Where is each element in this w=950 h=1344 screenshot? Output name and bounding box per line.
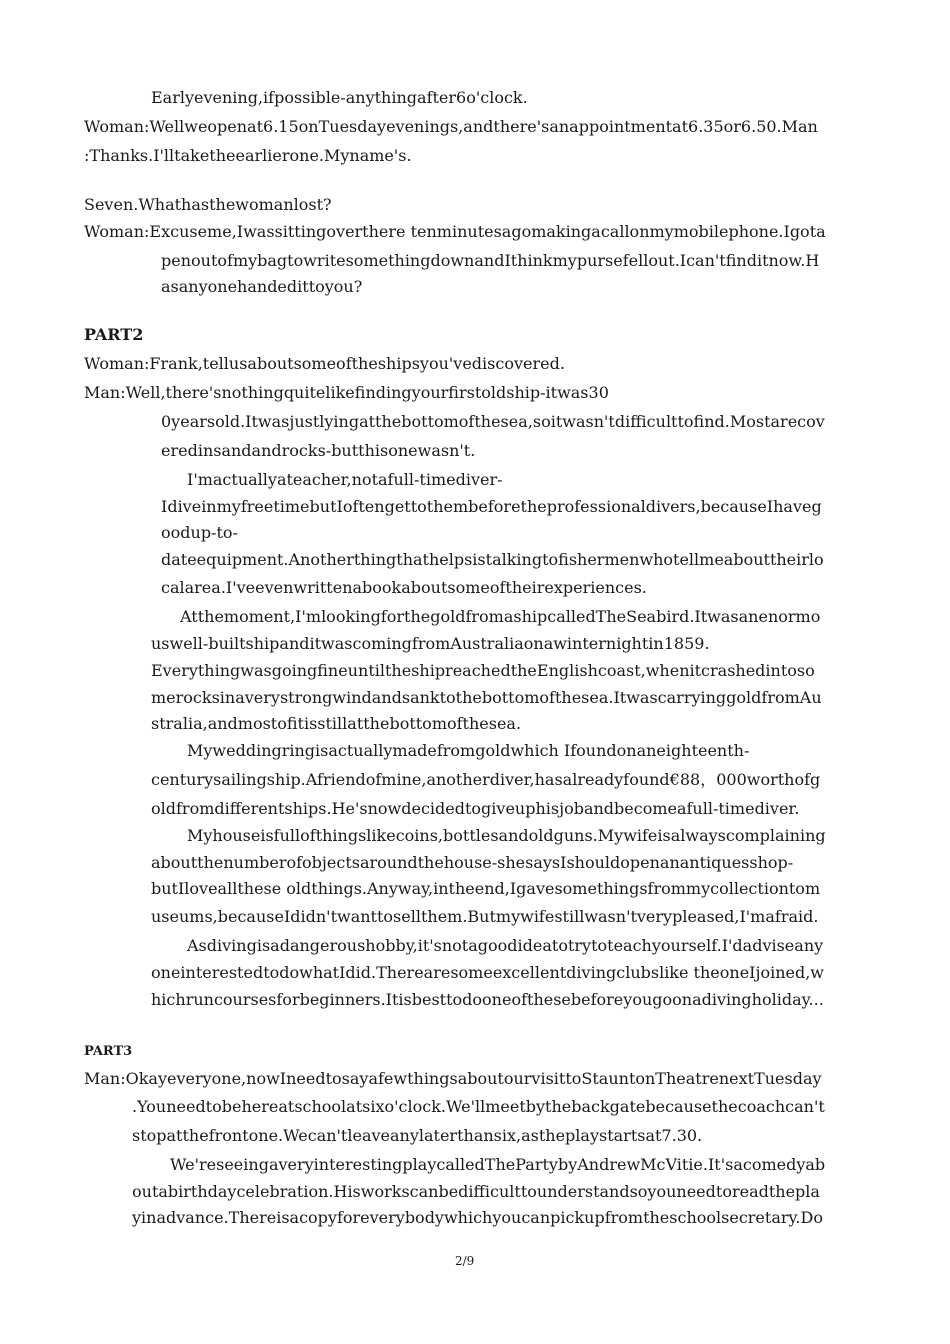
text-line: Woman:Excuseme,Iwassittingoverthere tenminutesagomakingacallonmymobilephone.Igota xyxy=(84,222,826,241)
text-line: Asdivingisadangeroushobby,it'snotagoodideatotrytoteachyourself.I'dadviseany xyxy=(187,936,824,955)
text-line: centurysailingship.Afriendofmine,anotherdiver,hasalreadyfound€88，000worthofg xyxy=(151,770,821,789)
text-line: Woman:Wellweopenat6.15onTuesdayevenings,andthere'sanappointmentat6.35or6.50.Man xyxy=(84,117,818,136)
text-line: Myhouseisfullofthingslikecoins,bottlesandoldguns.Mywifeisalwayscomplaining xyxy=(187,826,826,845)
text-line: oldfromdifferentships.He'snowdecidedtogiveuphisjobandbecomeafull-timediver. xyxy=(151,799,800,818)
text-line: butIloveallthese oldthings.Anyway,intheend,Igavesomethingsfrommycollectiontom xyxy=(151,879,821,898)
text-line: dateequipment.Anotherthingthathelpsistalkingtofishermenwhotellmeabouttheirlo xyxy=(161,550,824,569)
text-line: EverythingwasgoingfineuntiltheshipreachedtheEnglishcoast,whenitcrashedintoso xyxy=(151,661,815,680)
text-line: oodup-to- xyxy=(161,523,238,542)
text-line: uswell-builtshipanditwascomingfromAustraliaonawinternightin1859. xyxy=(151,634,710,653)
text-line: We'reseeingaveryinterestingplaycalledThePartybyAndrewMcVitie.It'sacomedyab xyxy=(170,1155,826,1174)
question-heading: Seven.Whathasthewomanlost? xyxy=(84,195,332,214)
text-line: penoutofmybagtowritesomethingdownandIthinkmypursefellout.Ican'tfinditnow.H xyxy=(161,251,820,270)
text-line: hichruncoursesforbeginners.Itisbesttodooneofthesebeforeyougoonadivingholiday... xyxy=(151,990,824,1009)
text-line: calarea.I'veevenwrittenabookaboutsomeoftheirexperiences. xyxy=(161,578,647,597)
text-line: yinadvance.Thereisacopyforeverybodywhichyoucanpickupfromtheschoolsecretary.Do xyxy=(132,1208,823,1227)
text-line: I'mactuallyateacher,notafull-timediver- xyxy=(187,470,503,489)
text-line: Atthemoment,I'mlookingforthegoldfromashipcalledTheSeabird.Itwasanenormo xyxy=(180,607,821,626)
text-line: .Youneedtobehereatschoolatsixo'clock.We'llmeetbythebackgatebecausethecoachcan't xyxy=(132,1097,825,1116)
text-line: outabirthdaycelebration.Hisworkscanbedifficulttounderstandsoyouneedtoreadthepla xyxy=(132,1182,820,1201)
text-line: aboutthenumberofobjectsaroundthehouse-shesaysIshouldopenanantiquesshop- xyxy=(151,853,794,872)
text-line: IdiveinmyfreetimebutIoftengettothembeforetheprofessionaldivers,becauseIhaveg xyxy=(161,497,822,516)
text-line: eredinsandandrocks-butthisonewasn't. xyxy=(161,441,476,460)
text-line: :Thanks.I'lltaketheearlierone.Myname's. xyxy=(84,146,412,165)
page-number: 2/9 xyxy=(455,1254,475,1268)
section-heading-part3: PART3 xyxy=(84,1044,133,1059)
text-line: stralia,andmostofitisstillatthebottomofthesea. xyxy=(151,714,522,733)
text-line: useums,becauseIdidn'twanttosellthem.Butmywifestillwasn'tverypleased,I'mafraid. xyxy=(151,907,819,926)
text-line: 0yearsold.Itwasjustlyingatthebottomofthesea,soitwasn'tdifficulttofind.Mostarecov xyxy=(161,412,825,431)
text-line: stopatthefrontone.Wecan'tleaveanylaterthansix,astheplaystartsat7.30. xyxy=(132,1126,703,1145)
section-heading-part2: PART2 xyxy=(84,325,144,344)
text-line: Myweddingringisactuallymadefromgoldwhich Ifoundonaneighteenth- xyxy=(187,741,750,760)
text-line: Man:Okayeveryone,nowIneedtosayafewthingsaboutourvisittoStauntonTheatrenextTuesday xyxy=(84,1069,822,1088)
text-line: Woman:Frank,tellusaboutsomeoftheshipsyou'vediscovered. xyxy=(84,354,565,373)
text-line: asanyonehandedittoyou? xyxy=(161,277,363,296)
text-line: oneinterestedtodowhatIdid.Therearesomeexcellentdivingclubslike theoneIjoined,w xyxy=(151,963,824,982)
text-line: merocksinaverystrongwindandsanktothebottomofthesea.ItwascarryinggoldfromAu xyxy=(151,688,822,707)
text-line: Man:Well,there'snothingquitelikefindingyourfirstoldship-itwas30 xyxy=(84,383,609,402)
text-line: Earlyevening,ifpossible-anythingafter6o'clock. xyxy=(151,88,528,107)
